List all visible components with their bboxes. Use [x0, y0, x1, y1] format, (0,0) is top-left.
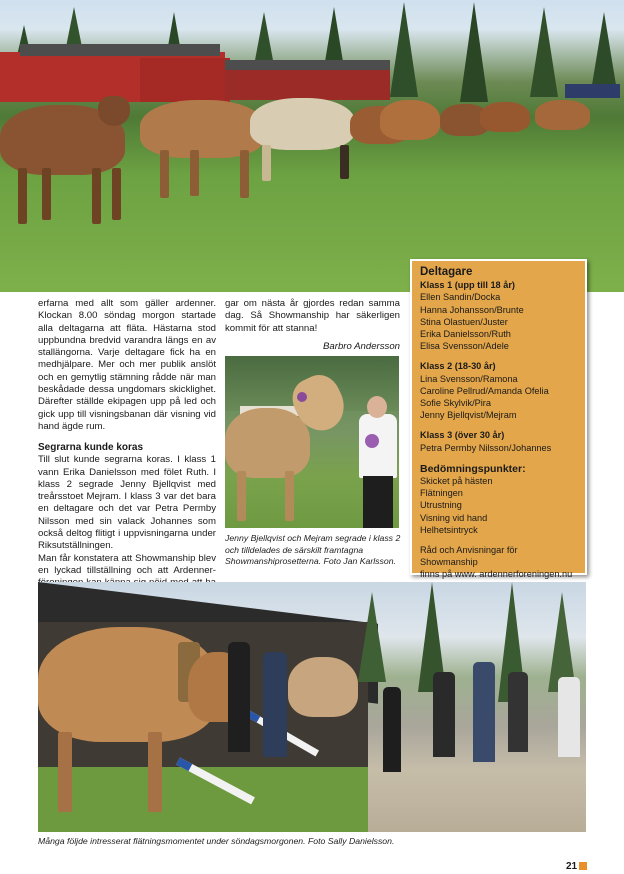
- participant-entry: Jenny Bjellqvist/Mejram: [420, 410, 517, 421]
- criteria-item: Flätningen: [420, 488, 463, 499]
- page-number: 21: [566, 861, 578, 872]
- article-paragraph: Man får konstatera att Showmanship blev en lyckad tillställning och att Ardenner-: [38, 552, 216, 576]
- class-2-heading: Klass 2 (18-30 år): [420, 361, 496, 372]
- participant-entry: Caroline Pellrud/Amanda Ofelia: [420, 385, 549, 396]
- participant-entry: Stina Olastuen/Juster: [420, 316, 508, 327]
- sidebar-footer-line: Råd och Anvisningar för Showmanship: [420, 545, 518, 568]
- participant-entry: Petra Permby Nilsson/Johannes: [420, 442, 552, 453]
- criteria-item: Visning vid hand: [420, 512, 488, 523]
- participant-entry: Lina Svensson/Ramona: [420, 373, 518, 384]
- middle-photo-caption: Jenny Bjellqvist och Mejram segrade i klass 2 och tilldelades de särskilt framtagna Showmanshiprosetterna. Foto Jan Karlsson.: [225, 533, 401, 566]
- participant-entry: Erika Danielsson/Ruth: [420, 329, 511, 340]
- middle-photo-winner-with-horse: [225, 356, 399, 528]
- criteria-heading: Bedömningspunkter:: [420, 462, 526, 475]
- criteria-item: Utrustning: [420, 500, 462, 511]
- criteria-item: Skicket på hästen: [420, 476, 493, 487]
- bottom-photo-braiding-crowd: [38, 582, 586, 832]
- section-heading: Segrarna kunde koras: [38, 442, 144, 454]
- article-paragraph: erfarna med allt som gäller ardenner. Klockan 8.00 söndag morgon startade alla deltagarna att fläta. Hästarna stod uppbundna bredvid varandra längs en av stallängorna. Varje deltagare fick ha en medhjälpare. Mer och mer publik anslöt och en gemytlig stämning rådde när man beskådade dessa ungdomars skicklighet. Därefter ställde ekipagen upp på led och gick upp till visningsbanan där visning vid hand ägde rum.: [38, 298, 216, 432]
- author-signature: Barbro Andersson: [323, 340, 400, 352]
- page-number-marker: [579, 862, 587, 870]
- participant-entry: Elisa Svensson/Adele: [420, 341, 509, 352]
- top-photo-horses-line: [0, 0, 624, 292]
- participant-entry: Ellen Sandin/Docka: [420, 292, 501, 303]
- participant-entry: Sofie Skylvik/Pira: [420, 398, 491, 409]
- bottom-photo-caption: Många följde intresserat flätningsmomentet under söndagsmorgonen. Foto Sally Danielsson.: [38, 836, 395, 846]
- article-column-2: [225, 298, 400, 353]
- criteria-item: Helhetsintryck: [420, 524, 478, 535]
- sidebar-title: Deltagare: [420, 266, 473, 278]
- class-1-heading: Klass 1 (upp till 18 år): [420, 280, 515, 291]
- class-3-heading: Klass 3 (över 30 år): [420, 430, 505, 441]
- article-paragraph: Till slut kunde segrarna koras. I klass 1 vann Erika Danielsson med fölet Ruth. I klass 2 segrade Jenny Bjellqvist med treårsstoet Mejram. I klass 3 var det bara en deltagare och det var Petra Permby Nilsson med sin valack Johannes som också deltog flitigt i uppvisningarna under Riksutställningen.: [38, 454, 216, 552]
- article-column-1: [38, 298, 216, 614]
- sidebar-footer-line: finns på www. ardennerforeningen.nu: [420, 569, 573, 580]
- participant-entry: Hanna Johansson/Brunte: [420, 304, 524, 315]
- participants-sidebar: [410, 259, 587, 580]
- article-paragraph: gar om nästa år gjordes redan samma dag. Så Showmanship har säkerligen kommit för att stanna!: [225, 298, 400, 334]
